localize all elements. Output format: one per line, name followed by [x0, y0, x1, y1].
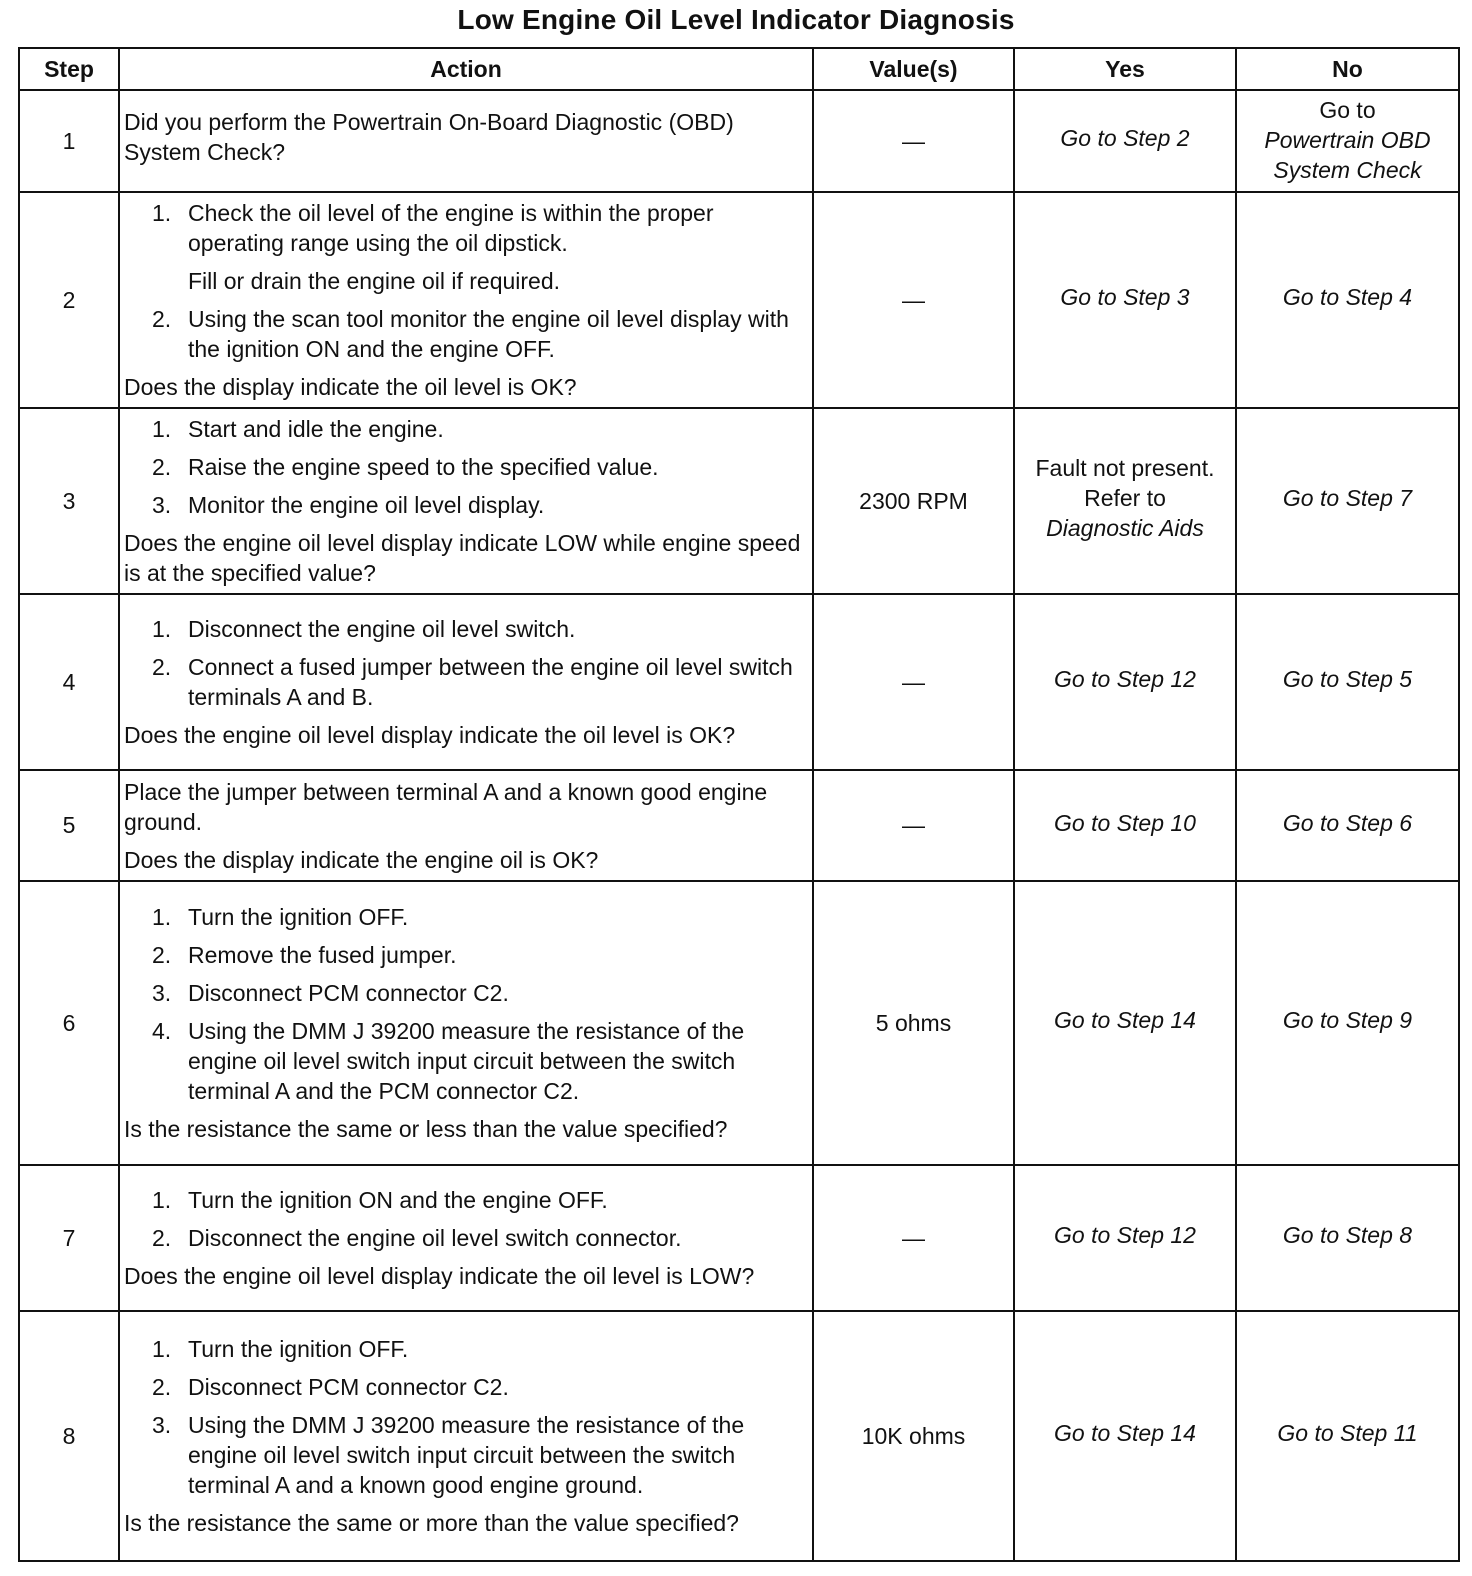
value-cell: 10K ohms	[813, 1311, 1014, 1561]
no-result-line: Go to	[1319, 97, 1376, 123]
value-cell: —	[813, 594, 1014, 770]
no-cell	[1236, 594, 1459, 770]
no-cell	[1236, 90, 1459, 192]
action-cell	[119, 1311, 813, 1561]
yes-result-line: Go to Step 14	[1054, 1007, 1196, 1033]
action-step	[124, 614, 806, 644]
action-step	[124, 304, 806, 364]
yes-cell	[1014, 1165, 1236, 1311]
no-result-line: Go to Step 8	[1282, 1222, 1413, 1248]
value-cell: —	[813, 192, 1014, 408]
step-number: 2	[19, 192, 119, 408]
action-step-text: Disconnect PCM connector C2.	[188, 980, 509, 1006]
action-step	[124, 940, 806, 970]
action-step-number: 3.	[152, 1412, 172, 1438]
yes-cell	[1014, 770, 1236, 881]
action-step-number: 2.	[152, 306, 172, 332]
action-step	[124, 414, 806, 444]
value-cell: —	[813, 90, 1014, 192]
no-cell	[1236, 881, 1459, 1165]
yes-cell	[1014, 90, 1236, 192]
yes-cell	[1014, 408, 1236, 594]
action-step-text: Using the DMM J 39200 measure the resistance of the engine oil level switch input circuit between the switch terminal A and the PCM connector C2.	[188, 1018, 745, 1104]
action-step	[124, 1410, 806, 1500]
action-step-number: 3.	[152, 980, 172, 1006]
action-step-text: Using the DMM J 39200 measure the resistance of the engine oil level switch input circuit between the switch terminal A and a known good engine ground.	[188, 1412, 745, 1498]
no-result-line: Go to Step 7	[1282, 485, 1413, 511]
no-result-line: Go to Step 5	[1282, 666, 1413, 692]
action-step-text: Raise the engine speed to the specified value.	[188, 454, 659, 480]
table-row	[19, 1311, 1459, 1561]
yes-cell	[1014, 594, 1236, 770]
yes-result-line: Go to Step 3	[1060, 284, 1190, 310]
action-step-text: Connect a fused jumper between the engine oil level switch terminals A and B.	[188, 654, 793, 710]
action-step-number: 2.	[152, 1225, 172, 1251]
table-row	[19, 770, 1459, 881]
action-step-text: Monitor the engine oil level display.	[188, 492, 545, 518]
action-step-text: Turn the ignition OFF.	[188, 1336, 409, 1362]
table-row	[19, 408, 1459, 594]
no-cell	[1236, 1311, 1459, 1561]
step-number: 5	[19, 770, 119, 881]
page-title: Low Engine Oil Level Indicator Diagnosis	[457, 4, 1015, 35]
yes-result-line: Refer to	[1084, 485, 1166, 511]
action-step-number: 1.	[152, 200, 172, 226]
action-question: Is the resistance the same or more than the value specified?	[124, 1510, 739, 1536]
action-cell	[119, 1165, 813, 1311]
action-step-number: 2.	[152, 454, 172, 480]
action-step-text: Using the scan tool monitor the engine oil level display with the ignition ON and the engine OFF.	[188, 306, 789, 362]
action-cell	[119, 594, 813, 770]
yes-result-line: Go to Step 12	[1054, 666, 1196, 692]
action-step	[124, 198, 806, 258]
action-step-text: Turn the ignition OFF.	[188, 904, 409, 930]
action-step-number: 1.	[152, 616, 172, 642]
action-step	[124, 652, 806, 712]
yes-result-line: Go to Step 10	[1054, 809, 1196, 836]
action-step-number: 2.	[152, 654, 172, 680]
table-row	[19, 192, 1459, 408]
no-cell	[1236, 770, 1459, 881]
no-cell	[1236, 1165, 1459, 1311]
yes-cell	[1014, 881, 1236, 1165]
action-step-text: Turn the ignition ON and the engine OFF.	[188, 1187, 608, 1213]
no-result-line: Go to Step 6	[1282, 809, 1413, 836]
table-row	[19, 881, 1459, 1165]
table-header	[19, 48, 1459, 90]
action-step	[124, 490, 806, 520]
step-number: 1	[19, 90, 119, 192]
action-step	[124, 1185, 806, 1215]
action-intro: Place the jumper between terminal A and a known good engine ground.	[124, 778, 768, 835]
table-row	[19, 1165, 1459, 1311]
action-intro: Did you perform the Powertrain On-Board Diagnostic (OBD) System Check?	[124, 109, 734, 165]
action-cell	[119, 408, 813, 594]
step-number: 4	[19, 594, 119, 770]
header-action: Action	[119, 48, 813, 90]
action-step	[124, 978, 806, 1008]
no-cell	[1236, 408, 1459, 594]
value-cell: —	[813, 770, 1014, 881]
action-question: Does the engine oil level display indicate LOW while engine speed is at the specified value?	[124, 530, 801, 586]
action-step-number: 1.	[152, 904, 172, 930]
action-step-text: Check the oil level of the engine is within the proper operating range using the oil dipstick.	[188, 200, 714, 256]
action-cell	[119, 192, 813, 408]
step-number: 8	[19, 1311, 119, 1561]
value-cell: 5 ohms	[813, 881, 1014, 1165]
action-cell	[119, 881, 813, 1165]
header-yes: Yes	[1014, 48, 1236, 90]
step-number: 7	[19, 1165, 119, 1311]
header-row	[19, 48, 1459, 90]
action-step-number: 1.	[152, 416, 172, 442]
no-result-line: Go to Step 4	[1282, 284, 1413, 310]
action-step-number: 3.	[152, 492, 172, 518]
no-result-line: Go to Step 11	[1277, 1420, 1418, 1446]
action-question: Does the engine oil level display indicate the oil level is OK?	[124, 722, 736, 748]
action-step	[124, 452, 806, 482]
table-row	[19, 594, 1459, 770]
action-step-text: Remove the fused jumper.	[188, 942, 457, 968]
header-step: Step	[19, 48, 119, 90]
action-question: Does the display indicate the oil level is OK?	[124, 374, 577, 400]
action-step	[124, 902, 806, 932]
step-number: 3	[19, 408, 119, 594]
action-step	[124, 1223, 806, 1253]
yes-result-line: Fault not present.	[1035, 455, 1215, 481]
action-question: Is the resistance the same or less than the value specified?	[124, 1116, 728, 1142]
action-step	[124, 1334, 806, 1364]
action-step-text: Start and idle the engine.	[188, 416, 444, 442]
header-value: Value(s)	[813, 48, 1014, 90]
action-step	[124, 1372, 806, 1402]
action-step-number: 1.	[152, 1336, 172, 1362]
action-step-number: 2.	[152, 1374, 172, 1400]
action-question: Does the display indicate the engine oil is OK?	[124, 846, 599, 873]
action-question: Does the engine oil level display indicate the oil level is LOW?	[124, 1263, 755, 1289]
action-step	[124, 1016, 806, 1106]
action-step-text: Disconnect PCM connector C2.	[188, 1374, 509, 1400]
action-cell	[119, 770, 813, 881]
yes-result-line: Go to Step 2	[1060, 125, 1190, 151]
yes-cell	[1014, 192, 1236, 408]
action-step-number: 2.	[152, 942, 172, 968]
diagnosis-table	[18, 47, 1460, 1562]
no-result-line: Go to Step 9	[1282, 1007, 1413, 1033]
value-cell: 2300 RPM	[813, 408, 1014, 594]
action-step-text: Disconnect the engine oil level switch connector.	[188, 1225, 682, 1251]
action-step-note: Fill or drain the engine oil if required.	[188, 268, 561, 294]
table-body	[19, 90, 1459, 1561]
no-cell	[1236, 192, 1459, 408]
action-step-number: 1.	[152, 1187, 172, 1213]
action-cell	[119, 90, 813, 192]
no-result-line: Powertrain OBD System Check	[1264, 127, 1431, 183]
yes-result-line: Go to Step 12	[1054, 1222, 1196, 1248]
step-number: 6	[19, 881, 119, 1165]
yes-result-line: Go to Step 14	[1054, 1420, 1196, 1446]
action-step-text: Disconnect the engine oil level switch.	[188, 616, 576, 642]
yes-cell	[1014, 1311, 1236, 1561]
header-no: No	[1236, 48, 1459, 90]
action-step-number: 4.	[152, 1018, 172, 1044]
value-cell: —	[813, 1165, 1014, 1311]
yes-result-line: Diagnostic Aids	[1046, 515, 1204, 541]
table-row	[19, 90, 1459, 192]
